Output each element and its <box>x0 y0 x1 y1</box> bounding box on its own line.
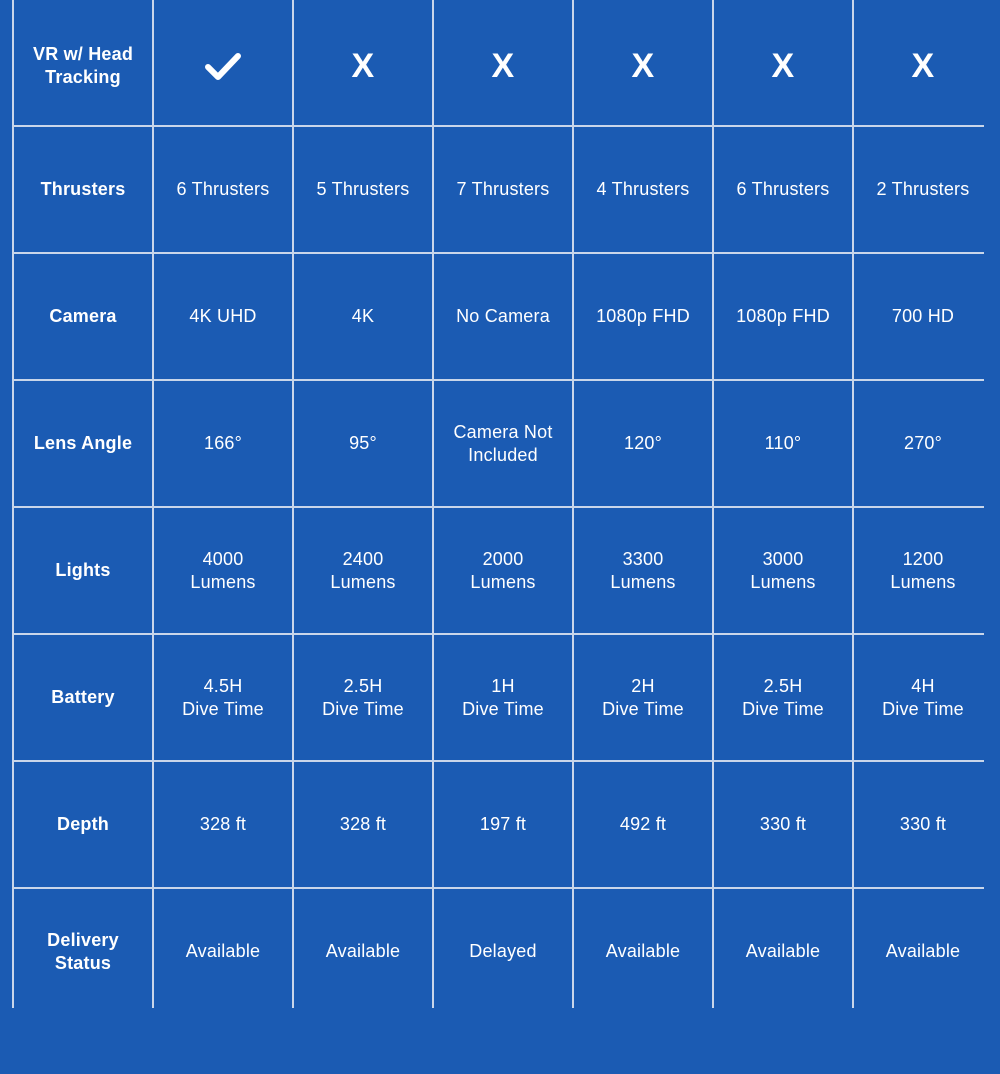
cell-depth-1: 328 ft <box>154 762 292 887</box>
footer-band <box>0 1008 1000 1074</box>
cell-thrusters-2: 5 Thrusters <box>294 127 432 252</box>
row-label-lights: Lights <box>14 508 152 633</box>
cell-delivery-status-3: Delayed <box>434 889 572 1014</box>
row-label-thrusters: Thrusters <box>14 127 152 252</box>
cell-delivery-status-1: Available <box>154 889 292 1014</box>
cell-battery-3: 1H Dive Time <box>434 635 572 760</box>
cell-thrusters-5: 6 Thrusters <box>714 127 852 252</box>
comparison-table <box>12 0 984 1008</box>
x-mark: X <box>434 0 572 125</box>
cell-battery-6: 4H Dive Time <box>854 635 992 760</box>
cell-depth-5: 330 ft <box>714 762 852 887</box>
cell-delivery-status-6: Available <box>854 889 992 1014</box>
row-label-delivery-status: Delivery Status <box>14 889 152 1014</box>
cell-lens-angle-6: 270° <box>854 381 992 506</box>
row-label-battery: Battery <box>14 635 152 760</box>
cell-camera-4: 1080p FHD <box>574 254 712 379</box>
cell-battery-4: 2H Dive Time <box>574 635 712 760</box>
cell-lens-angle-4: 120° <box>574 381 712 506</box>
cell-battery-1: 4.5H Dive Time <box>154 635 292 760</box>
row-label-camera: Camera <box>14 254 152 379</box>
cell-depth-6: 330 ft <box>854 762 992 887</box>
x-mark: X <box>294 0 432 125</box>
x-mark: X <box>714 0 852 125</box>
row-label-vr-head-tracking: VR w/ Head Tracking <box>14 0 152 125</box>
cell-lights-1: 4000 Lumens <box>154 508 292 633</box>
check-icon <box>154 0 292 125</box>
cell-thrusters-3: 7 Thrusters <box>434 127 572 252</box>
cell-delivery-status-5: Available <box>714 889 852 1014</box>
cell-lights-6: 1200 Lumens <box>854 508 992 633</box>
cell-camera-5: 1080p FHD <box>714 254 852 379</box>
cell-lights-4: 3300 Lumens <box>574 508 712 633</box>
cell-delivery-status-2: Available <box>294 889 432 1014</box>
cell-battery-5: 2.5H Dive Time <box>714 635 852 760</box>
cell-lights-3: 2000 Lumens <box>434 508 572 633</box>
cell-lights-2: 2400 Lumens <box>294 508 432 633</box>
cell-depth-2: 328 ft <box>294 762 432 887</box>
row-label-lens-angle: Lens Angle <box>14 381 152 506</box>
cell-delivery-status-4: Available <box>574 889 712 1014</box>
cell-lens-angle-1: 166° <box>154 381 292 506</box>
cell-depth-3: 197 ft <box>434 762 572 887</box>
x-mark: X <box>854 0 992 125</box>
cell-depth-4: 492 ft <box>574 762 712 887</box>
cell-camera-1: 4K UHD <box>154 254 292 379</box>
cell-lens-angle-5: 110° <box>714 381 852 506</box>
cell-lights-5: 3000 Lumens <box>714 508 852 633</box>
cell-thrusters-4: 4 Thrusters <box>574 127 712 252</box>
cell-camera-6: 700 HD <box>854 254 992 379</box>
row-label-depth: Depth <box>14 762 152 887</box>
x-mark: X <box>574 0 712 125</box>
cell-thrusters-1: 6 Thrusters <box>154 127 292 252</box>
cell-lens-angle-3: Camera Not Included <box>434 381 572 506</box>
cell-battery-2: 2.5H Dive Time <box>294 635 432 760</box>
cell-camera-2: 4K <box>294 254 432 379</box>
cell-lens-angle-2: 95° <box>294 381 432 506</box>
cell-thrusters-6: 2 Thrusters <box>854 127 992 252</box>
cell-camera-3: No Camera <box>434 254 572 379</box>
